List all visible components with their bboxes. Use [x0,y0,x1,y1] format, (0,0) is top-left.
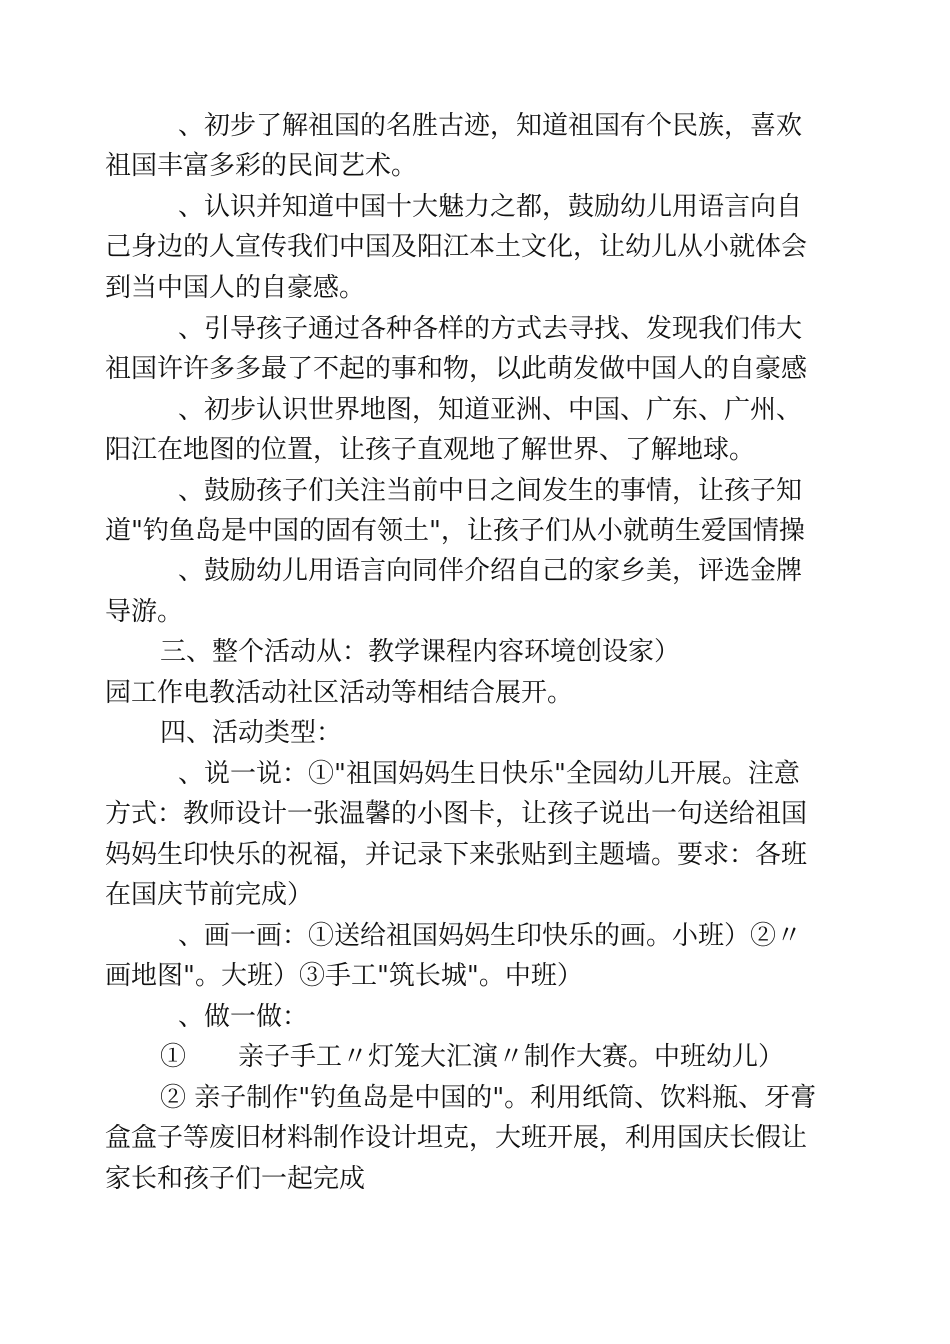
text-line: 、做一做： [178,1002,309,1032]
text-line: 道"钓鱼岛是中国的固有领土"，让孩子们从小就萌生爱国情操 [105,516,805,546]
text-line: 、画一画：①送给祖国妈妈生印快乐的画。小班）②〃 [178,921,803,951]
text-line: ① 亲子手工〃灯笼大汇演〃制作大赛。中班幼儿） [160,1042,785,1072]
text-line: 导游。 [105,597,184,627]
text-line: 到当中国人的自豪感。 [105,273,366,303]
text-line: 、鼓励孩子们关注当前中日之间发生的事情，让孩子知 [178,476,803,506]
text-line: 妈妈生印快乐的祝福，并记录下来张贴到主题墙。要求：各班 [105,840,808,870]
text-line: 、鼓励幼儿用语言向同伴介绍自己的家乡美，评选金牌 [178,556,803,586]
text-line: 祖国许许多多最了不起的事和物，以此萌发做中国人的自豪感 [105,354,808,384]
text-line: 、初步了解祖国的名胜古迹，知道祖国有个民族，喜欢 [178,111,803,141]
text-line: ② 亲子制作"钓鱼岛是中国的"。利用纸筒、饮料瓶、牙膏 [160,1083,817,1113]
text-line: 己身边的人宣传我们中国及阳江本土文化，让幼儿从小就体会 [105,232,808,262]
text-line: 、认识并知道中国十大魅力之都，鼓励幼儿用语言向自 [178,192,803,222]
section-heading: 四、活动类型： [160,718,343,748]
text-line: 、说一说：①"祖国妈妈生日快乐"全园幼儿开展。注意 [178,759,800,789]
text-line: 方式：教师设计一张温馨的小图卡，让孩子说出一句送给祖国 [105,799,808,829]
text-line: 盒盒子等废旧材料制作设计坦克，大班开展，利用国庆长假让 [105,1123,808,1153]
text-line: 画地图"。大班）③手工"筑长城"。中班） [105,961,583,991]
text-line: 在国庆节前完成） [105,880,314,910]
text-line: 家长和孩子们一起完成 [105,1164,366,1194]
section-heading: 三、整个活动从：教学课程内容环境创设家） [160,637,681,667]
text-line: 园工作电教活动社区活动等相结合展开。 [105,678,574,708]
text-line: 祖国丰富多彩的民间艺术。 [105,151,418,181]
text-line: 、初步认识世界地图，知道亚洲、中国、广东、广州、 [178,395,803,425]
text-line: 、引导孩子通过各种各样的方式去寻找、发现我们伟大 [178,314,803,344]
text-line: 阳江在地图的位置，让孩子直观地了解世界、了解地球。 [105,435,756,465]
